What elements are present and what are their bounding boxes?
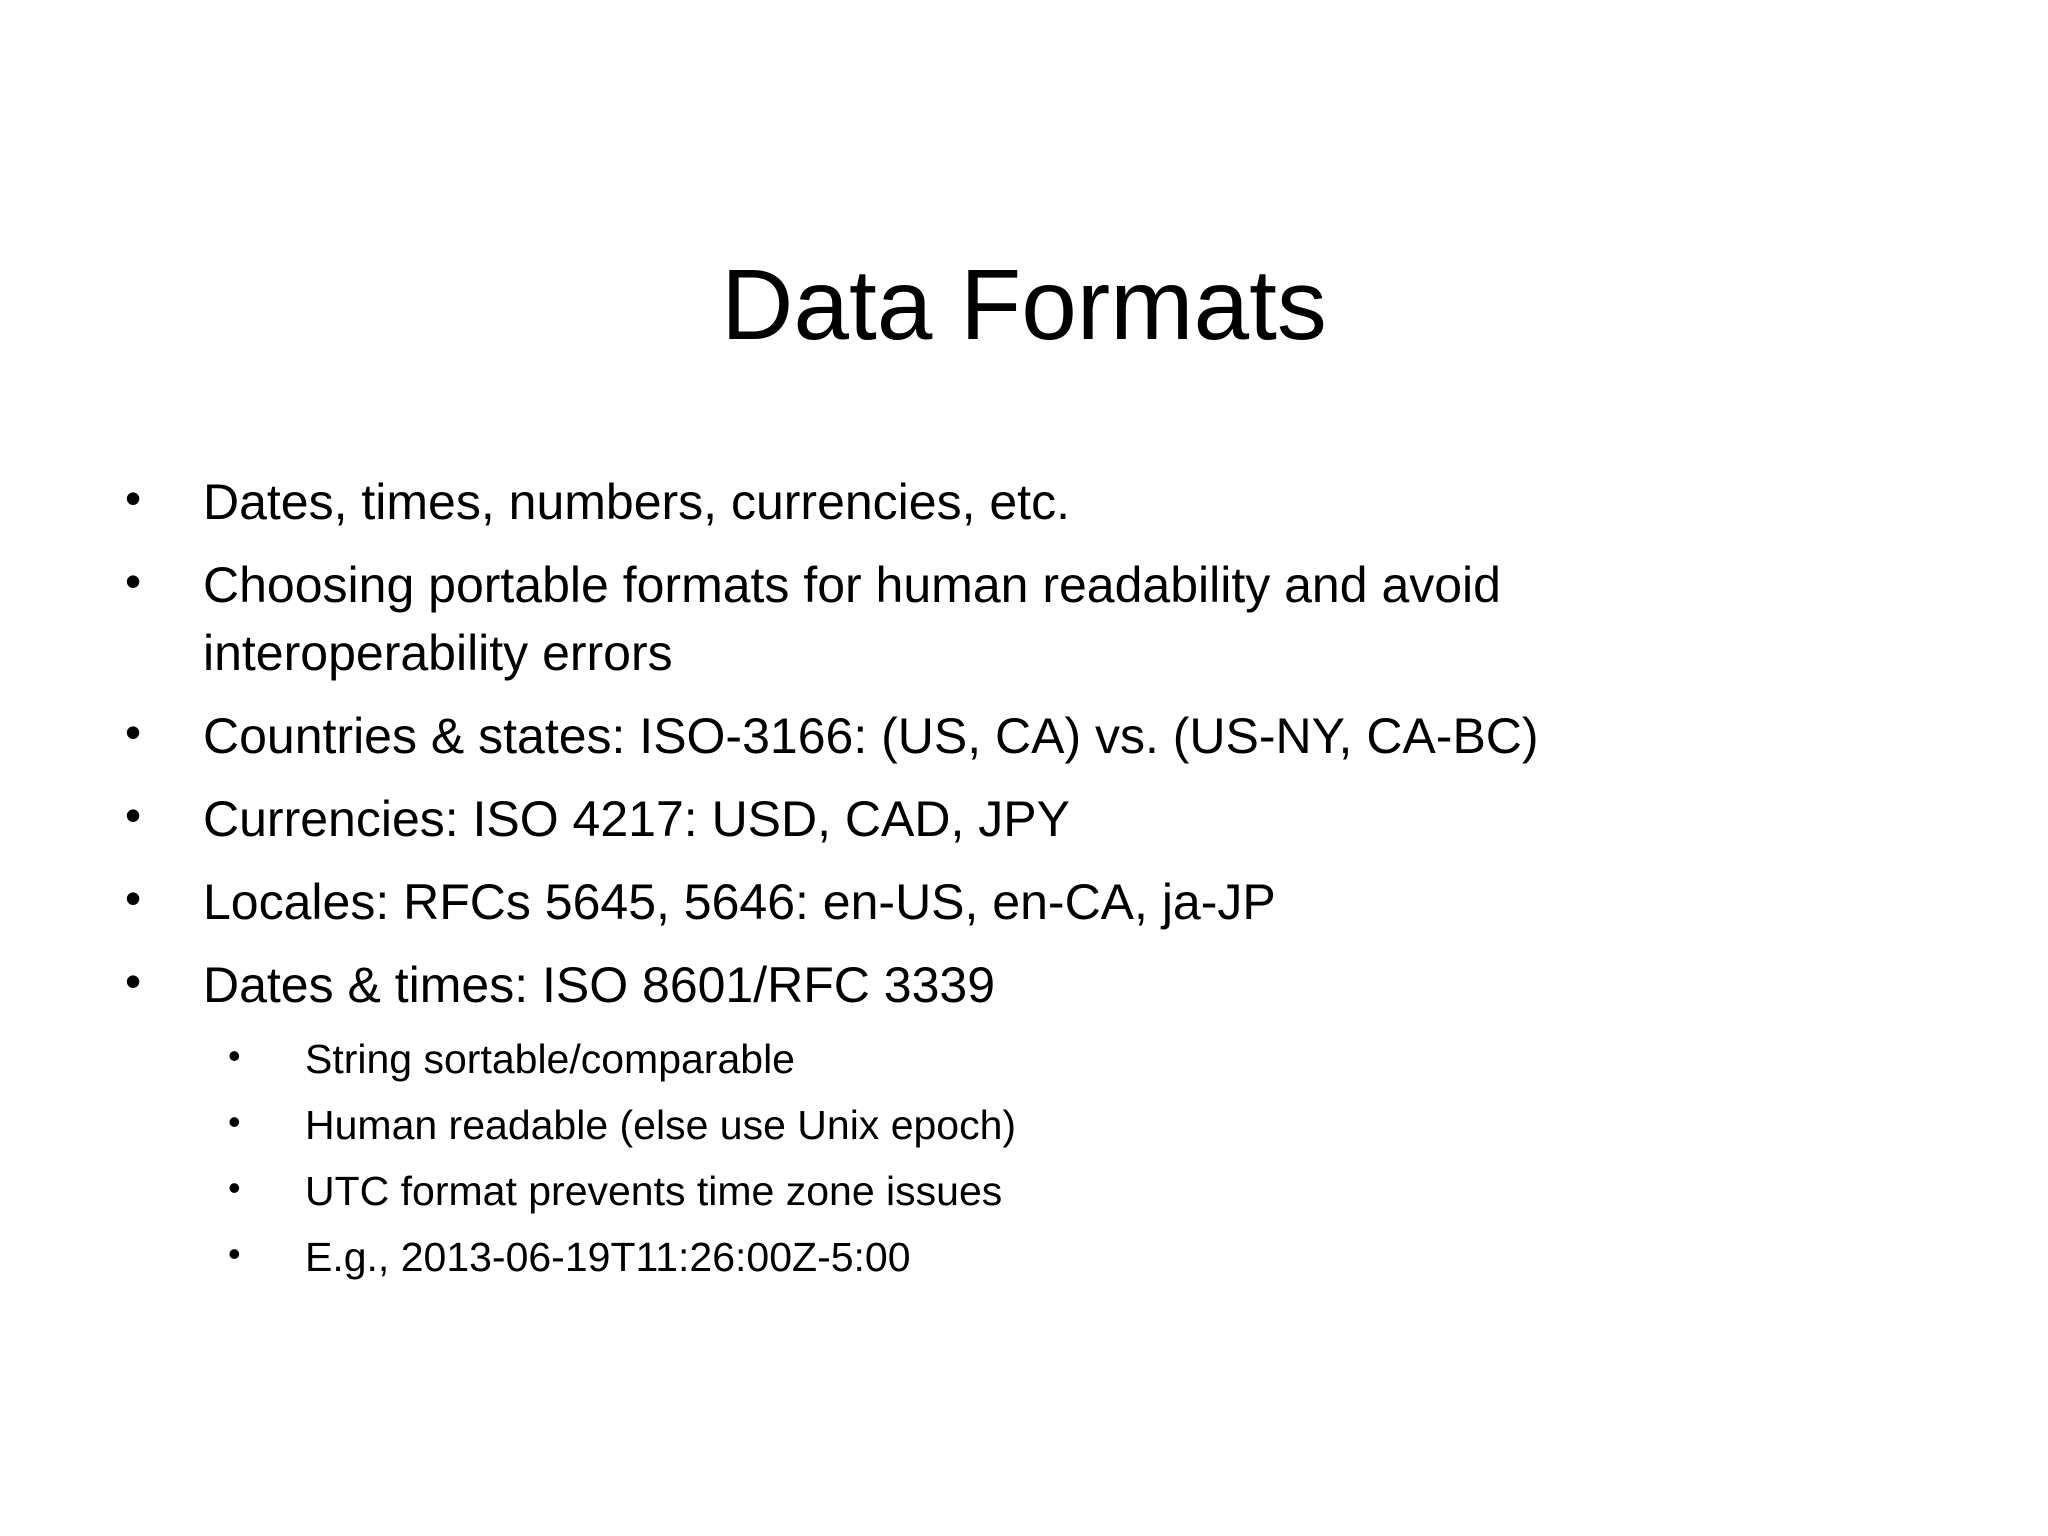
bullet-text: Dates, times, numbers, currencies, etc.	[203, 474, 1070, 530]
bullet-text: Dates & times: ISO 8601/RFC 3339	[203, 957, 996, 1013]
slide-title: Data Formats	[721, 249, 1327, 361]
bullet-icon: •	[125, 555, 142, 607]
bullet-icon: •	[125, 706, 142, 758]
sub-bullet-text: String sortable/comparable	[305, 1036, 795, 1082]
bullet-icon: •	[125, 872, 142, 924]
bullet-icon: •	[228, 1233, 241, 1274]
sub-bullet-text: UTC format prevents time zone issues	[305, 1168, 1003, 1214]
bullet-icon: •	[228, 1167, 241, 1208]
bullet-text: Countries & states: ISO-3166: (US, CA) vs. (US-NY, CA-BC)	[203, 708, 1539, 764]
sub-bullet-text: E.g., 2013-06-19T11:26:00Z-5:00	[305, 1234, 911, 1280]
bullet-icon: •	[125, 955, 142, 1007]
bullet-icon: •	[125, 789, 142, 841]
bullet-text: Currencies: ISO 4217: USD, CAD, JPY	[203, 791, 1070, 847]
bullet-text: Locales: RFCs 5645, 5646: en-US, en-CA, ja-JP	[203, 874, 1276, 930]
bullet-icon: •	[125, 472, 142, 524]
sub-bullet-text: Human readable (else use Unix epoch)	[305, 1102, 1017, 1148]
bullet-icon: •	[228, 1101, 241, 1142]
bullet-icon: •	[228, 1035, 241, 1076]
bullet-text: Choosing portable formats for human readability and avoid interoperability errors	[203, 557, 1501, 681]
